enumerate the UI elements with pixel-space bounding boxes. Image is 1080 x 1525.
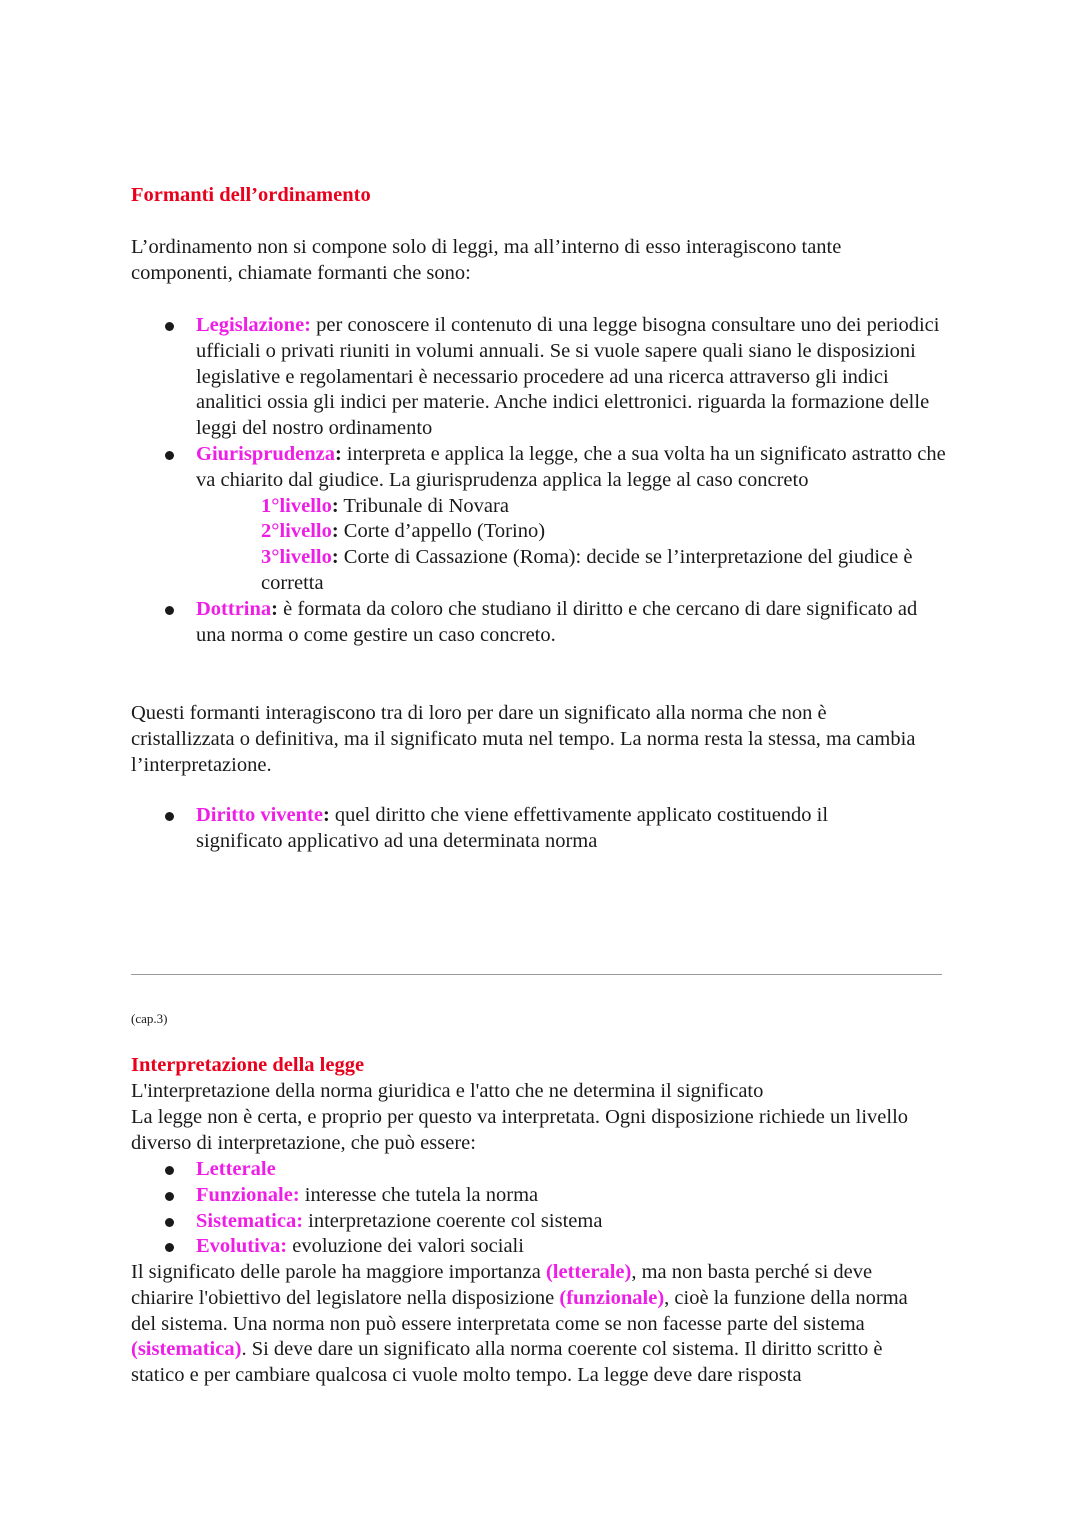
list-item-evolutiva: Evolutiva: evoluzione dei valori sociali: [131, 1234, 831, 1260]
formanti-list: [131, 313, 949, 648]
interpretazione-list: [131, 1157, 831, 1260]
level-3: 3°livello: Corte di Cassazione (Roma): decide se l’interpretazione del giudice è corretta: [261, 546, 913, 594]
formanti-paragraph: Questi formanti interagiscono tra di loro per dare un significato alla norma che non è cristallizzata o definitiva, ma il significato muta nel tempo. La norma resta la stessa, ma cambia l’interpretazione.: [131, 702, 916, 776]
level-2: 2°livello: Corte d’appello (Torino): [261, 520, 546, 543]
list-item-letterale: Letterale: [131, 1157, 831, 1183]
list-item-sistematica: Sistematica: interpretazione coerente col sistema: [131, 1209, 831, 1235]
chapter-note: (cap.3): [131, 1011, 168, 1026]
list-item-funzionale: Funzionale: interesse che tutela la norma: [131, 1183, 831, 1209]
list-item-legislazione: [131, 313, 949, 442]
text-giurisprudenza: interpreta e applica la legge, che a sua volta ha un significato astratto che va chiarito dal giudice. La giurisprudenza applica la legge al caso concreto: [196, 442, 946, 491]
term-dottrina: Dottrina: [196, 597, 272, 620]
levels-block: [196, 494, 949, 597]
term-diritto-vivente: Diritto vivente: [196, 804, 323, 826]
text-legislazione: per conoscere il contenuto di una legge bisogna consultare uno dei periodici ufficiali o privati riuniti in volumi annuali. Se si vuole sapere quali siano le disposizioni legislative e regolamentari è necessario procedere ad una ricerca attraverso gli indici analitici ossia gli indici per materie. Anche indici elettronici. riguarda la formazione delle leggi del nostro ordinamento: [196, 314, 940, 440]
term-giurisprudenza: Giurisprudenza: [196, 442, 335, 465]
section-title-formanti: Formanti dell’ordinamento: [131, 184, 371, 206]
list-item-diritto-vivente: Diritto vivente: quel diritto che viene effettivamente applicato costituendo il significato applicativo ad una determinata norma: [131, 803, 901, 855]
interpretazione-line2: La legge non è certa, e proprio per questo va interpretata. Ogni disposizione richiede un livello diverso di interpretazione, che può essere:: [131, 1106, 909, 1154]
list-item-dottrina: Dottrina: è formata da coloro che studiano il diritto e che cercano di dare significato ad una norma o come gestire un caso concreto.: [131, 597, 949, 649]
page-divider: [131, 974, 942, 975]
level-1: 1°livello: Tribunale di Novara: [261, 494, 509, 517]
list-item-giurisprudenza: Giurisprudenza: interpreta e applica la legge, che a sua volta ha un significato astratto che va chiarito dal giudice. La giurisprudenza applica la legge al caso concreto 1°livello: Tribunale di Novara 2°livello: Corte d’appello (Torino) 3°livello: Corte di Cassazione (Roma): decide se l’interpretazione del giudice è corretta: [131, 442, 949, 597]
intro-paragraph: L’ordinamento non si compone solo di leggi, ma all’interno di esso interagiscono tante componenti, chiamate formanti che sono:: [131, 236, 842, 284]
diritto-vivente-list: [131, 803, 901, 855]
interpretazione-line1: L'interpretazione della norma giuridica e l'atto che ne determina il significato: [131, 1080, 764, 1102]
section-title-interpretazione: Interpretazione della legge: [131, 1054, 365, 1076]
interpretazione-closing: Il significato delle parole ha maggiore importanza (letterale), ma non basta perché si deve chiarire l'obiettivo del legislatore nella disposizione (funzionale), cioè la funzione della norma del sistema. Una norma non può essere interpretata come se non facesse parte del sistema (sistematica). Si deve dare un significato alla norma coerente col sistema. Il diritto scritto è statico e per cambiare qualcosa ci vuole molto tempo. La legge deve dare risposta: [131, 1261, 908, 1387]
term-legislazione: Legislazione:: [196, 314, 312, 336]
text-dottrina: è formata da coloro che studiano il diritto e che cercano di dare significato ad una norma o come gestire un caso concreto.: [196, 597, 918, 646]
